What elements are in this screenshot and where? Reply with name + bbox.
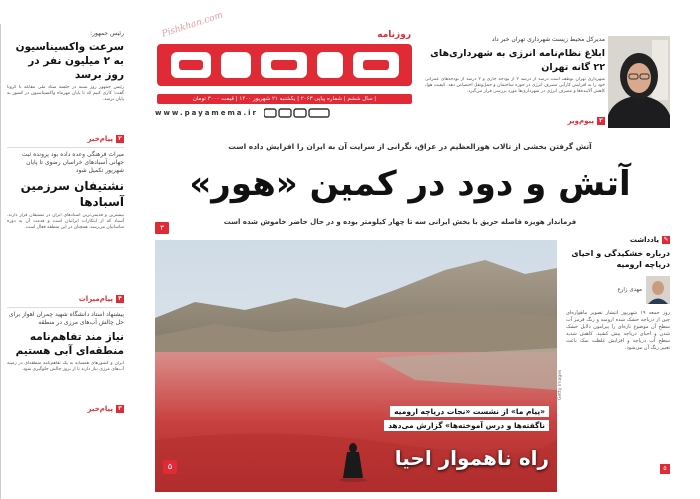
photo-credit: Getty Images <box>558 369 563 400</box>
author-photo <box>608 36 670 128</box>
left-tag-3-label: پیام‌خبر <box>87 405 113 413</box>
left-tag-1 <box>7 135 124 143</box>
right-author: مهدی زارع <box>617 287 642 293</box>
left-headline-1[interactable]: سرعت واکسیناسیون به ۲ میلیون نفر در روز برسد <box>15 41 124 81</box>
left-kicker-2: میراث فرهنگی وعده داده بود پرونده ثبت جهانی آسبادهای خراسان رضوی تا پایان شهریور تکمیل شود <box>21 151 124 174</box>
watermark-text: Pishkhan.com <box>160 10 225 40</box>
lead-page-badge: ۳ <box>155 222 169 234</box>
website-url[interactable]: www.payamema.ir <box>155 109 258 117</box>
top-story-headline[interactable]: ابلاغ نظام‌نامه انرژی به شهرداری‌های ۲۲ گانه تهران <box>430 48 605 73</box>
left-headline-2[interactable]: نشتیفان سرزمین آسبادها <box>20 179 124 209</box>
author-avatar <box>646 276 670 304</box>
page-badge: ۲ <box>116 135 124 143</box>
lead-headline[interactable]: آتش و دود در کمین «هور» <box>189 164 631 204</box>
right-title[interactable]: درباره خشکیدگی و احیای دریاچه ارومیه <box>571 249 670 269</box>
lead-subtitle: فرماندار هویزه فاصله حریق با بخش ایرانی سه تا چهار کیلومتر بوده و در حال حاضر خاموش شده است <box>223 218 577 226</box>
right-page-badge: ۵ <box>660 464 670 474</box>
right-column <box>566 236 670 499</box>
logo <box>157 36 412 90</box>
right-tag-label: یادداشت <box>629 236 659 244</box>
right-body: روز جمعه ۱۹ شهریور انتشار تصویر ماهواره‌ای چین از دریاچه خشک شده ارومیه و رنگ قرمز آب سطح آن موضوع تازه‌ای را پیرامون دلایل خشک شدن و احیای دریاچه پیش کشید. کاهش شدید سطح آب دریاچه و افزایش غلظت نمک باعث تغییر رنگ آن می‌شود. <box>566 310 670 351</box>
masthead-prefix: روزنامه <box>377 30 411 40</box>
portrait-icon <box>608 36 670 128</box>
page-badge: ۳ <box>116 405 124 413</box>
divider <box>7 307 124 308</box>
masthead <box>155 24 417 116</box>
left-tag-2-label: پیام‌میراث <box>78 295 113 303</box>
left-kicker-3: پیشنهاد استاد دانشگاه شهید چمران اهواز برای حل چالش آب‌های مرزی در منطقه <box>8 311 124 326</box>
right-author-row <box>566 276 670 304</box>
left-tag-2 <box>7 295 124 303</box>
divider <box>7 147 124 148</box>
note-icon: ✎ <box>663 236 669 243</box>
left-tag-3 <box>7 405 124 413</box>
logo-mark <box>157 36 412 90</box>
photo-caption-headline[interactable]: راه ناهموار احیا <box>394 446 549 470</box>
lead-kicker: آتش گرفتن بخشی از تالاب هورالعظیم در عراق، نگرانی از سرایت آن به ایران را افزایش داده است <box>228 142 592 151</box>
lake-photo <box>155 240 557 492</box>
left-headline-3[interactable]: نیاز مند تفاهم‌نامه منطقه‌ای آبی هستیم <box>15 331 124 357</box>
right-tag <box>566 236 670 244</box>
left-body-3: ایران و کشورهای همسایه به یک تفاهم‌نامه منطقه‌ای در زمینه آب‌های مرزی نیاز دارند تا از بروز چالش جلوگیری شود. <box>7 361 124 372</box>
top-story-kicker: مدیرکل محیط زیست شهرداری تهران خبر داد <box>491 36 605 43</box>
top-story-tag <box>425 117 605 125</box>
left-body-1: رئیس جمهور روز شنبه در جلسه ستاد ملی مقابله با کرونا گفت: کاری کنیم که تا پایان مهرماه واکسیناسیون در کشور به پایان برسد. <box>7 85 124 102</box>
top-story-tag-label: پیوم‌ویر <box>567 117 594 125</box>
left-tag-1-label: پیام‌خبر <box>87 135 113 143</box>
top-story <box>425 36 605 132</box>
left-column <box>0 24 130 499</box>
secondary-logo-icon <box>264 108 334 118</box>
masthead-website <box>155 108 417 118</box>
top-story-body: شهرداری تهران بوطف است درصد از درصد ۲ از بودجه جاری و ۲ درصد از بودجه‌های عمرانی خود را به افزایش کارآیی مصرف انرژی در حوزه ساختمان و حمل‌ونقل اختصاص دهد. کیفیت هوا، کاهش آلاینده‌ها و مصرف انرژی در شهرداری‌ها مورد بررسی قرار می‌گیرد. <box>425 77 605 94</box>
left-body-2: بیشترین و قدیمی‌ترین آسبادهای ایران در نشتیفان قرار دارند. آسباد که از ابتکارات ایرانیان است و قدمت آن به دوره ساسانیان می‌رسد، همچنان در این منطقه فعال است. <box>7 213 124 230</box>
photo-page-badge: ۵ <box>163 460 177 474</box>
page-badge: ۴ <box>116 295 124 303</box>
masthead-info-bar: | سال ششم | شماره پیاپی ۲۰۶۳ | یکشنبه ۲۱ شهریور ۱۴۰۰ | قیمت ۳۰۰۰ تومان <box>157 94 412 104</box>
photo-caption-kicker-2: ناگفته‌ها و درس آموخته‌ها» گزارش می‌دهد <box>384 420 549 431</box>
photo-caption-kicker: «پیام ما» از نشست «نجات دریاچه ارومیه <box>390 406 549 417</box>
left-kicker-1: رئیس جمهور: <box>90 30 124 37</box>
page-badge: ۲ <box>597 117 605 125</box>
